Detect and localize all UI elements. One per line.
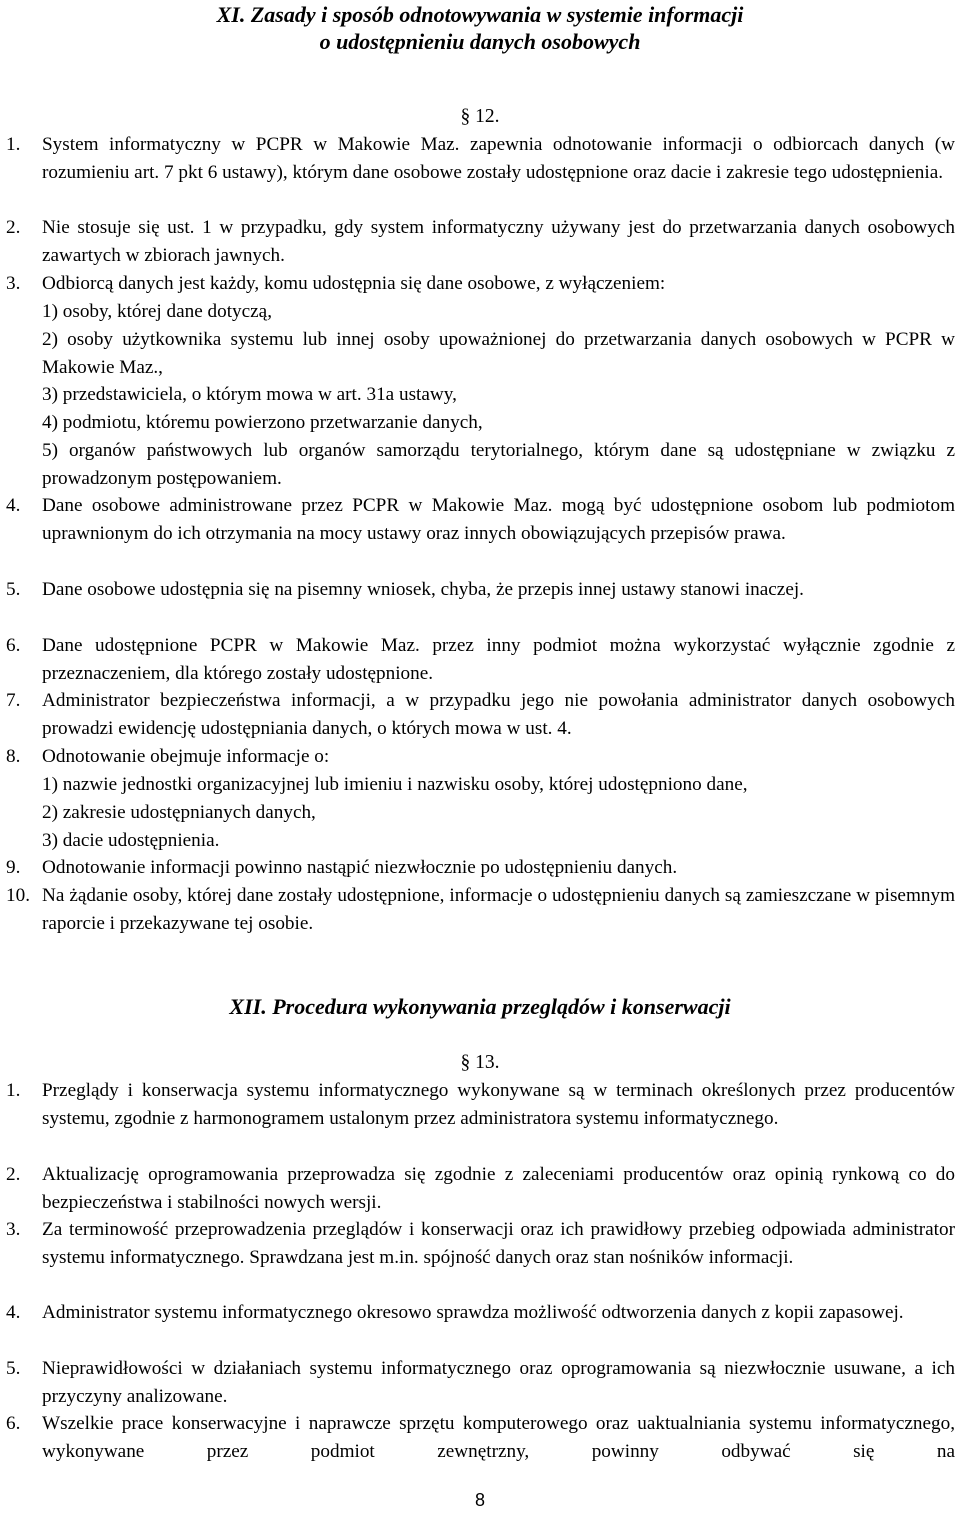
item-text: Aktualizację oprogramowania przeprowadza się zgodnie z zaleceniami producentów oraz opinią rynkową co do bezpieczeństwa i stabilności nowych wersji. [42,1164,955,1213]
s12-item-8 [6,743,955,771]
s13-item-6 [6,1410,955,1466]
item-text: Dane osobowe udostępnia się na pisemny wniosek, chyba, że przepis innej ustawy stanowi inaczej. [42,579,804,600]
item-text: Za terminowość przeprowadzenia przeglądów i konserwacji oraz ich prawidłowy przebieg odpowiada administrator systemu informatycznego. Sprawdzana jest m.in. spójność danych oraz stan nośników informacji. [42,1219,955,1268]
item-number: 10. [6,885,30,906]
s13-item-2 [6,1161,955,1217]
item-number: 6. [6,635,21,656]
section-11-title-line-1: XI. Zasady i sposób odnotowywania w systemie informacji [216,2,744,27]
item-number: 3. [6,1219,21,1240]
section-12-title: XII. Procedura wykonywania przeglądów i konserwacji [229,994,731,1019]
s12-item-10 [6,882,955,938]
s12-item-6 [6,632,955,688]
item-number: 6. [6,1413,21,1434]
item-number: 7. [6,690,21,711]
item-text: Odnotowanie obejmuje informacje o: [42,746,330,767]
s12-item-5 [6,576,955,604]
s13-item-1 [6,1077,955,1133]
item-text: System informatyczny w PCPR w Makowie Maz. zapewnia odnotowanie informacji o odbiorcach danych (w rozumieniu art. 7 pkt 6 ustawy), którym dane osobowe zostały udostępnione oraz dacie i zakresie tego udostępnienia. [42,134,955,183]
item-text: Nieprawidłowości w działaniach systemu informatycznego oraz oprogramowania są niezwłocznie usuwane, a ich przyczyny analizowane. [42,1358,955,1407]
item-number: 2. [6,1164,21,1185]
item-text: Dane osobowe administrowane przez PCPR w Makowie Maz. mogą być udostępnione osobom lub podmiotom uprawnionym do ich otrzymania na mocy ustawy oraz innych obowiązujących przepisów prawa. [42,495,955,544]
item-number: 4. [6,495,21,516]
item-text: Dane udostępnione PCPR w Makowie Maz. przez inny podmiot można wykorzystać wyłącznie zgodnie z przeznaczeniem, dla którego zostały udostępnione. [42,635,955,684]
s12-item-1 [6,131,955,187]
s13-item-5 [6,1355,955,1411]
item-number: 4. [6,1302,21,1323]
item-text: Nie stosuje się ust. 1 w przypadku, gdy system informatyczny używany jest do przetwarzania danych osobowych zawartych w zbiorach jawnych. [42,217,955,266]
s12-item-3-sub-5: 5) organów państwowych lub organów samorządu terytorialnego, którym dane są udostępniane w związku z prowadzonym postępowaniem. [42,440,955,489]
item-text: Wszelkie prace konserwacyjne i naprawcze sprzętu komputerowego oraz uaktualniania systemu informatycznego, wykonywane przez podmiot zewnętrzny, powinny odbywać się na [42,1413,955,1462]
item-number: 5. [6,579,21,600]
page-number: 8 [474,1490,485,1510]
item-number: 9. [6,857,21,878]
s12-item-3-sub-4: 4) podmiotu, któremu powierzono przetwarzanie danych, [42,412,483,433]
s12-item-7 [6,687,955,743]
s12-item-8-sub-2: 2) zakresie udostępnianych danych, [42,802,316,823]
s13-item-3 [6,1216,955,1272]
s13-item-4 [6,1299,955,1327]
item-number: 1. [6,1080,21,1101]
item-text: Administrator systemu informatycznego okresowo sprawdza możliwość odtworzenia danych z kopii zapasowej. [42,1302,904,1323]
item-number: 1. [6,134,21,155]
s12-item-8-sub-1: 1) nazwie jednostki organizacyjnej lub imieniu i nazwisku osoby, której udostępniono dane, [42,774,748,795]
item-text: Administrator bezpieczeństwa informacji, a w przypadku jego nie powołania administrator danych osobowych prowadzi ewidencję udostępniania danych, o których mowa w ust. 4. [42,690,955,739]
item-text: Odnotowanie informacji powinno nastąpić niezwłocznie po udostępnieniu danych. [42,857,678,878]
s12-item-3 [6,270,955,298]
item-text: Odbiorcą danych jest każdy, komu udostępnia się dane osobowe, z wyłączeniem: [42,273,666,294]
paragraph-13-mark: § 13. [460,1052,500,1073]
s12-item-4 [6,492,955,548]
paragraph-12-mark: § 12. [460,106,500,127]
item-text: Przeglądy i konserwacja systemu informatycznego wykonywane są w terminach określonych przez producentów systemu, zgodnie z harmonogramem ustalonym przez administratora systemu informatycznego. [42,1080,955,1129]
s12-item-9 [6,854,955,882]
item-number: 3. [6,273,21,294]
item-number: 2. [6,217,21,238]
s12-item-2 [6,214,955,270]
s12-item-3-sub-2: 2) osoby użytkownika systemu lub innej osoby upoważnionej do przetwarzania danych osobowych w PCPR w Makowie Maz., [42,329,955,378]
item-number: 8. [6,746,21,767]
s12-item-8-sub-3: 3) dacie udostępnienia. [42,830,220,851]
item-text: Na żądanie osoby, której dane zostały udostępnione, informacje o udostępnieniu danych są zamieszczane w pisemnym raporcie i przekazywane tej osobie. [42,885,955,934]
section-11-title-line-2: o udostępnieniu danych osobowych [319,29,641,54]
item-number: 5. [6,1358,21,1379]
s12-item-3-sub-3: 3) przedstawiciela, o którym mowa w art. 31a ustawy, [42,384,457,405]
s12-item-3-sub-1: 1) osoby, której dane dotyczą, [42,301,272,322]
